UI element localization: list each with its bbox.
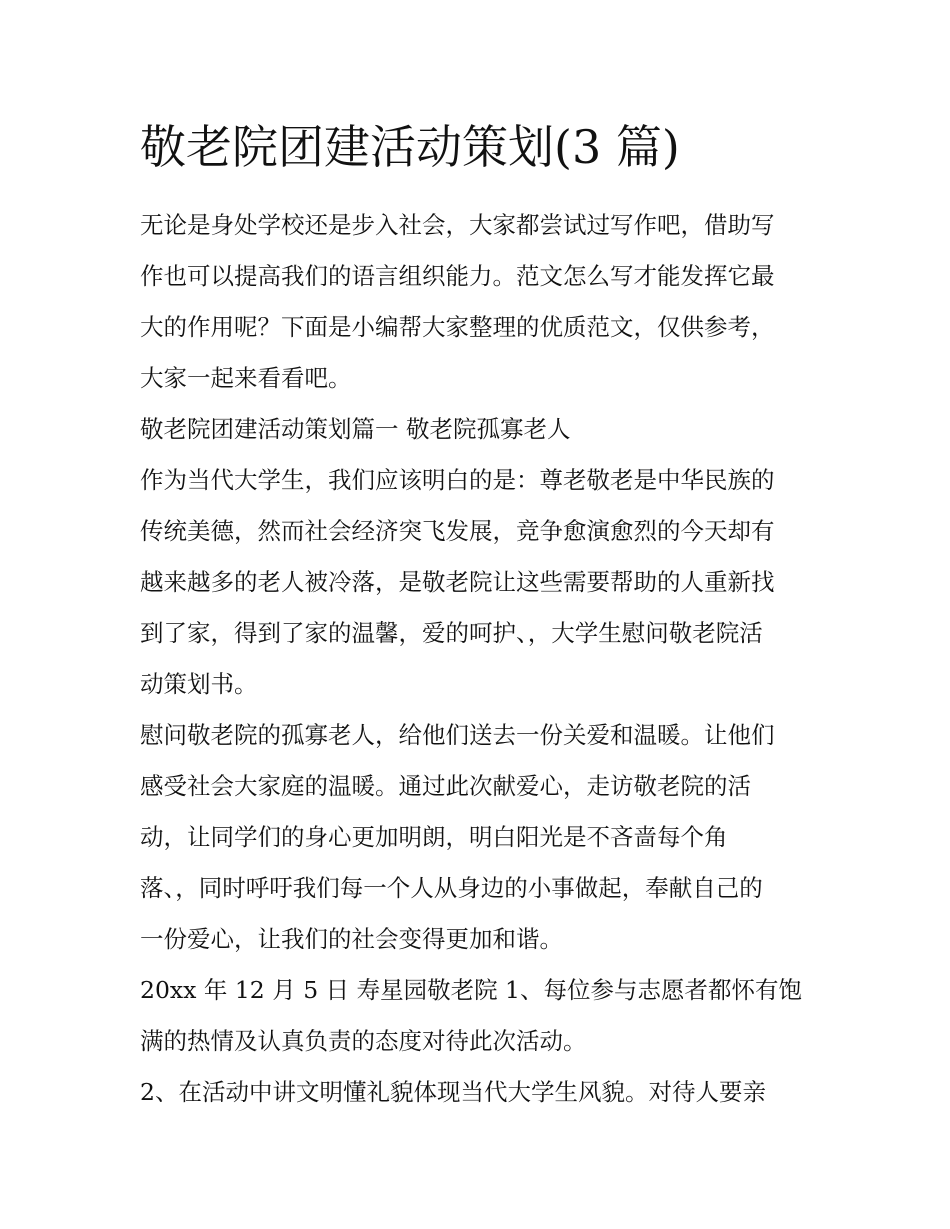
body-paragraph	[140, 1067, 815, 1118]
text-line: 作也可以提高我们的语言组织能力。范文怎么写才能发挥它最	[140, 262, 775, 290]
text-line: 大家一起来看看吧。	[140, 364, 352, 392]
text-line: 传统美德，然而社会经济突飞发展，竞争愈演愈烈的今天却有	[140, 517, 775, 545]
document-page	[140, 112, 815, 1118]
section-heading	[140, 404, 815, 455]
body-paragraph	[140, 965, 815, 1067]
text-line: 作为当代大学生，我们应该明白的是：尊老敬老是中华民族的	[140, 466, 775, 494]
intro-paragraph	[140, 200, 815, 404]
text-line: 动策划书。	[140, 670, 258, 698]
text-line: 到了家，得到了家的温馨，爱的呵护、，大学生慰问敬老院活	[140, 619, 763, 647]
text-line: 动，让同学们的身心更加明朗，明白阳光是不吝啬每个角	[140, 823, 728, 851]
text-line: 2、在活动中讲文明懂礼貌体现当代大学生风貌。对待人要亲	[140, 1078, 766, 1106]
document-title: 敬老院团建活动策划(3 篇)	[140, 120, 680, 174]
text-line: 20xx 年 12 月 5 日 寿星园敬老院 1、每位参与志愿者都怀有饱	[140, 976, 803, 1004]
text-line: 无论是身处学校还是步入社会，大家都尝试过写作吧，借助写	[140, 211, 775, 239]
text-line: 敬老院团建活动策划篇一 敬老院孤寡老人	[140, 415, 571, 443]
body-paragraph	[140, 455, 815, 710]
text-line: 大的作用呢？下面是小编帮大家整理的优质范文，仅供参考，	[140, 313, 775, 341]
text-line: 越来越多的老人被冷落，是敬老院让这些需要帮助的人重新找	[140, 568, 775, 596]
text-line: 一份爱心，让我们的社会变得更加和谐。	[140, 925, 563, 953]
text-line: 满的热情及认真负责的态度对待此次活动。	[140, 1027, 587, 1055]
text-line: 落、，同时呼吁我们每一个人从身边的小事做起，奉献自己的	[140, 874, 763, 902]
text-line: 慰问敬老院的孤寡老人，给他们送去一份关爱和温暖。让他们	[140, 721, 775, 749]
text-line: 感受社会大家庭的温暖。通过此次献爱心，走访敬老院的活	[140, 772, 751, 800]
body-paragraph	[140, 710, 815, 965]
